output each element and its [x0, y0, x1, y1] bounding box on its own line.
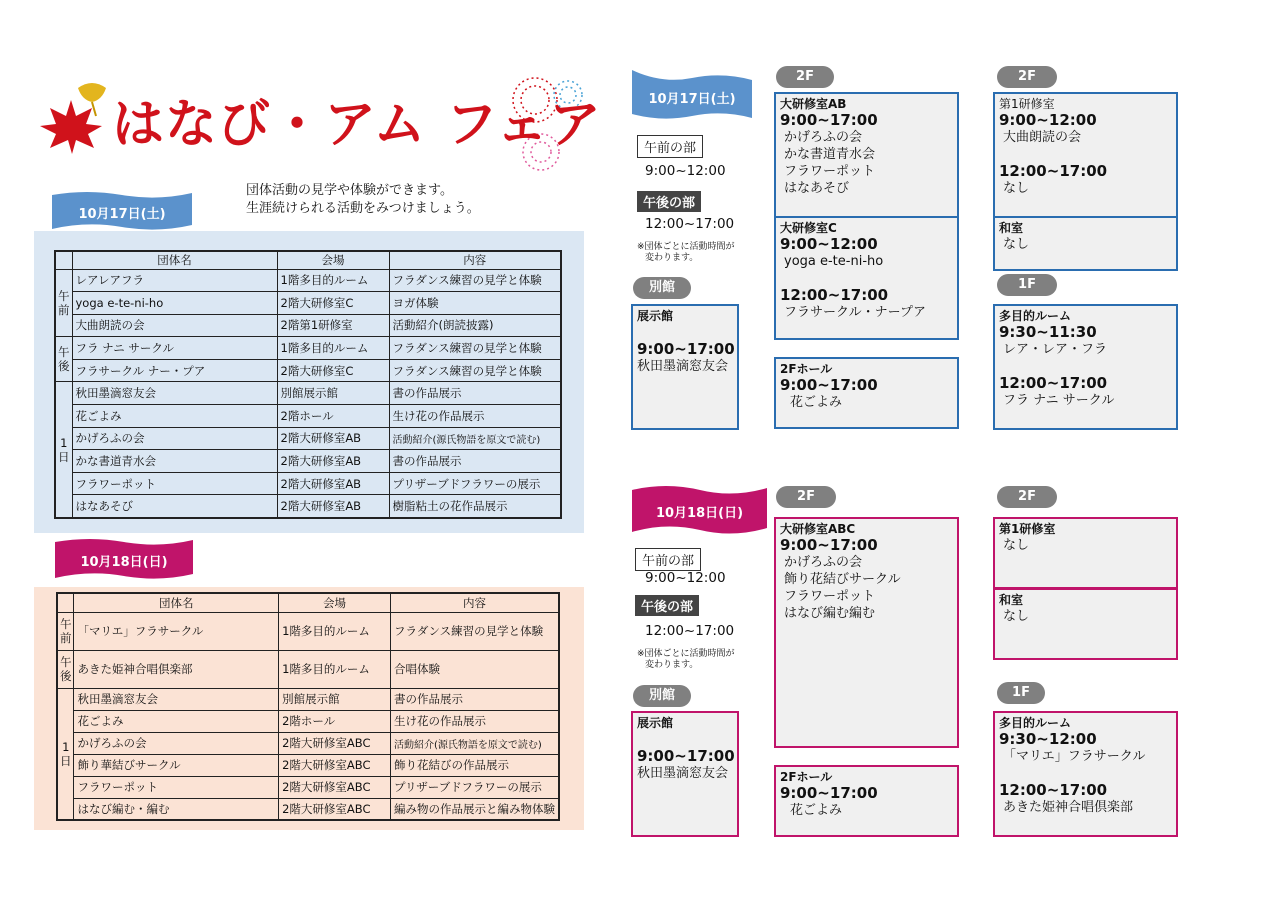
hall-box: 2Fホール 9:00~17:00 花ごよみ: [774, 357, 959, 429]
am-label: 午前の部: [637, 135, 703, 158]
cell-content: 合唱体験: [391, 650, 560, 688]
tamokuteki-box: 多目的ルーム 9:30~12:00 「マリエ」フラサークル 12:00~17:00 あきた姫神合唱倶楽部: [993, 711, 1178, 837]
cell-venue: 2階ホール: [279, 710, 391, 732]
day2-ribbon: [55, 538, 193, 582]
table-row: [55, 269, 561, 292]
cell-content: 活動紹介(源氏物語を原文で読む): [391, 732, 560, 754]
annex-badge: 別館: [633, 685, 691, 707]
cell-group: かげろふの会: [74, 732, 279, 754]
cell-venue: 2階ホール: [277, 405, 389, 428]
right2-label: 10月18日(日): [655, 506, 744, 521]
cell-venue: 2階大研修室C: [277, 292, 389, 315]
cell-venue: 2階大研修室ABC: [279, 776, 391, 798]
table-row: [57, 710, 559, 732]
cell-group: 大曲朗読の会: [72, 314, 277, 337]
cell-venue: 2階大研修室AB: [277, 472, 389, 495]
segment-all: 1 日: [55, 382, 72, 518]
cell-content: フラダンス練習の見学と体験: [389, 359, 561, 382]
cell-venue: 2階大研修室ABC: [279, 754, 391, 776]
cell-venue: 2階大研修室AB: [277, 450, 389, 473]
segment-am: 午 前: [57, 612, 74, 650]
cell-content: 編み物の作品展示と編み物体験: [391, 798, 560, 820]
floor-2f-badge: 2F: [776, 486, 836, 508]
cell-venue: 2階大研修室AB: [277, 427, 389, 450]
segment-am: 午 前: [55, 269, 72, 337]
day1-label: 10月17日(土): [78, 207, 166, 222]
cell-venue: 2階大研修室ABC: [279, 732, 391, 754]
right1-label: 10月17日(土): [648, 92, 736, 107]
pm-time: 12:00~17:00: [645, 216, 735, 232]
cell-group: 秋田墨滴窓友会: [74, 688, 279, 710]
cell-venue: 2階大研修室C: [277, 359, 389, 382]
cell-group: あきた姫神合唱倶楽部: [74, 650, 279, 688]
cell-group: はなあそび: [72, 495, 277, 518]
day1-ribbon: [52, 191, 192, 231]
page-title: はなび・アム フェア: [112, 95, 602, 155]
header-venue: 会場: [279, 593, 391, 612]
table-row: [55, 382, 561, 405]
pm-time: 12:00~17:00: [645, 623, 735, 639]
am-label: 午前の部: [635, 548, 701, 571]
cell-venue: 別館展示館: [279, 688, 391, 710]
cell-content: 書の作品展示: [389, 450, 561, 473]
header-venue: 会場: [277, 251, 389, 269]
right2-ribbon: [632, 484, 767, 540]
cell-group: フラサークル ナー・プア: [72, 359, 277, 382]
cell-group: 秋田墨滴窓友会: [72, 382, 277, 405]
cell-group: かな書道青水会: [72, 450, 277, 473]
cell-content: フラダンス練習の見学と体験: [391, 612, 560, 650]
ginkgo-leaf-icon: [72, 78, 112, 118]
table-row: [55, 495, 561, 518]
segment-pm: 午 後: [55, 337, 72, 382]
c-box: 大研修室C 9:00~12:00 yoga e-te-ni-ho 12:00~17:00 フラサークル・ナープア: [774, 216, 959, 340]
cell-content: 生け花の作品展示: [391, 710, 560, 732]
cell-venue: 1階多目的ルーム: [279, 612, 391, 650]
cell-venue: 1階多目的ルーム: [277, 269, 389, 292]
pm-label: 午後の部: [637, 191, 701, 212]
table-row: [55, 450, 561, 473]
header-group: 団体名: [72, 251, 277, 269]
floor-1f-badge: 1F: [997, 682, 1045, 704]
cell-group: 花ごよみ: [72, 405, 277, 428]
table-row: [55, 472, 561, 495]
table-row: [55, 427, 561, 450]
floor-2f-badge: 2F: [997, 486, 1057, 508]
cell-content: 活動紹介(源氏物語を原文で読む): [389, 427, 561, 450]
cell-content: 書の作品展示: [389, 382, 561, 405]
table-row: [57, 754, 559, 776]
pm-label: 午後の部: [635, 595, 699, 616]
tenji-box: 展示館 9:00~17:00 秋田墨滴窓友会: [631, 304, 739, 430]
segment-pm: 午 後: [57, 650, 74, 688]
table-row: [57, 732, 559, 754]
am-time: 9:00~12:00: [645, 570, 726, 586]
hall-box: 2Fホール 9:00~17:00 花ごよみ: [774, 765, 959, 837]
cell-content: フラダンス練習の見学と体験: [389, 337, 561, 360]
tenji-box: 展示館 9:00~17:00 秋田墨滴窓友会: [631, 711, 739, 837]
cell-venue: 2階大研修室AB: [277, 495, 389, 518]
lead-text: [246, 182, 480, 218]
cell-content: フラダンス練習の見学と体験: [389, 269, 561, 292]
header-group: 団体名: [74, 593, 279, 612]
table-row: [55, 292, 561, 315]
cell-venue: 2階大研修室ABC: [279, 798, 391, 820]
table-row: [57, 776, 559, 798]
note: ※団体ごとに活動時間が 変わります。: [637, 242, 735, 263]
cell-group: かげろふの会: [72, 427, 277, 450]
header-content: 内容: [391, 593, 560, 612]
cell-group: yoga e-te-ni-ho: [72, 292, 277, 315]
cell-content: 樹脂粘土の花作品展示: [389, 495, 561, 518]
note: ※団体ごとに活動時間が 変わります。: [637, 649, 735, 670]
cell-group: フラワーポット: [72, 472, 277, 495]
table-row: [55, 314, 561, 337]
abc-box: 大研修室ABC 9:00~17:00 かげろふの会 飾り花結びサークル フラワーポット はなび編む編む: [774, 517, 959, 748]
table-row: [57, 612, 559, 650]
tamokuteki-box: 多目的ルーム 9:30~11:30 レア・レア・フラ 12:00~17:00 フラ ナニ サークル: [993, 304, 1178, 430]
cell-group: 飾り華結びサークル: [74, 754, 279, 776]
right1-ribbon: [632, 70, 752, 126]
table-row: [57, 798, 559, 820]
cell-group: レアレアフラ: [72, 269, 277, 292]
cell-content: 飾り花結びの作品展示: [391, 754, 560, 776]
table-row: [57, 650, 559, 688]
header-content: 内容: [389, 251, 561, 269]
cell-group: 「マリエ」フラサークル: [74, 612, 279, 650]
cell-content: プリザーブドフラワーの展示: [389, 472, 561, 495]
table-row: [55, 359, 561, 382]
cell-group: フラワーポット: [74, 776, 279, 798]
floor-1f-badge: 1F: [997, 274, 1057, 296]
k1-box: 第1研修室 9:00~12:00 大曲朗読の会 12:00~17:00 なし: [993, 92, 1178, 218]
floor-2f-badge: 2F: [776, 66, 834, 88]
cell-content: 生け花の作品展示: [389, 405, 561, 428]
cell-content: 書の作品展示: [391, 688, 560, 710]
day2-label: 10月18日(日): [80, 555, 168, 570]
lead-line-1: 団体活動の見学や体験ができます。: [246, 183, 453, 198]
cell-venue: 1階多目的ルーム: [279, 650, 391, 688]
am-time: 9:00~12:00: [645, 163, 726, 179]
cell-venue: 1階多目的ルーム: [277, 337, 389, 360]
segment-all: 1 日: [57, 688, 74, 820]
cell-group: 花ごよみ: [74, 710, 279, 732]
cell-content: プリザーブドフラワーの展示: [391, 776, 560, 798]
day1-table: [54, 250, 562, 519]
cell-venue: 別館展示館: [277, 382, 389, 405]
cell-content: ヨガ体験: [389, 292, 561, 315]
floor-2f-badge: 2F: [997, 66, 1057, 88]
day2-table: [56, 592, 560, 821]
cell-content: 活動紹介(朗読披露): [389, 314, 561, 337]
table-row: [57, 688, 559, 710]
ab-box: 大研修室AB 9:00~17:00 かげろふの会 かな書道青水会 フラワーポット はなあそび: [774, 92, 959, 218]
k1-box: 第1研修室 なし: [993, 517, 1178, 589]
washitsu-box: 和室 なし: [993, 216, 1178, 271]
cell-venue: 2階第1研修室: [277, 314, 389, 337]
lead-line-2: 生涯続けられる活動をみつけましょう。: [246, 201, 480, 216]
table-row: [55, 337, 561, 360]
cell-group: フラ ナニ サークル: [72, 337, 277, 360]
cell-group: はなび編む・編む: [74, 798, 279, 820]
table-row: [55, 405, 561, 428]
annex-badge: 別館: [633, 277, 691, 299]
washitsu-box: 和室 なし: [993, 588, 1178, 660]
